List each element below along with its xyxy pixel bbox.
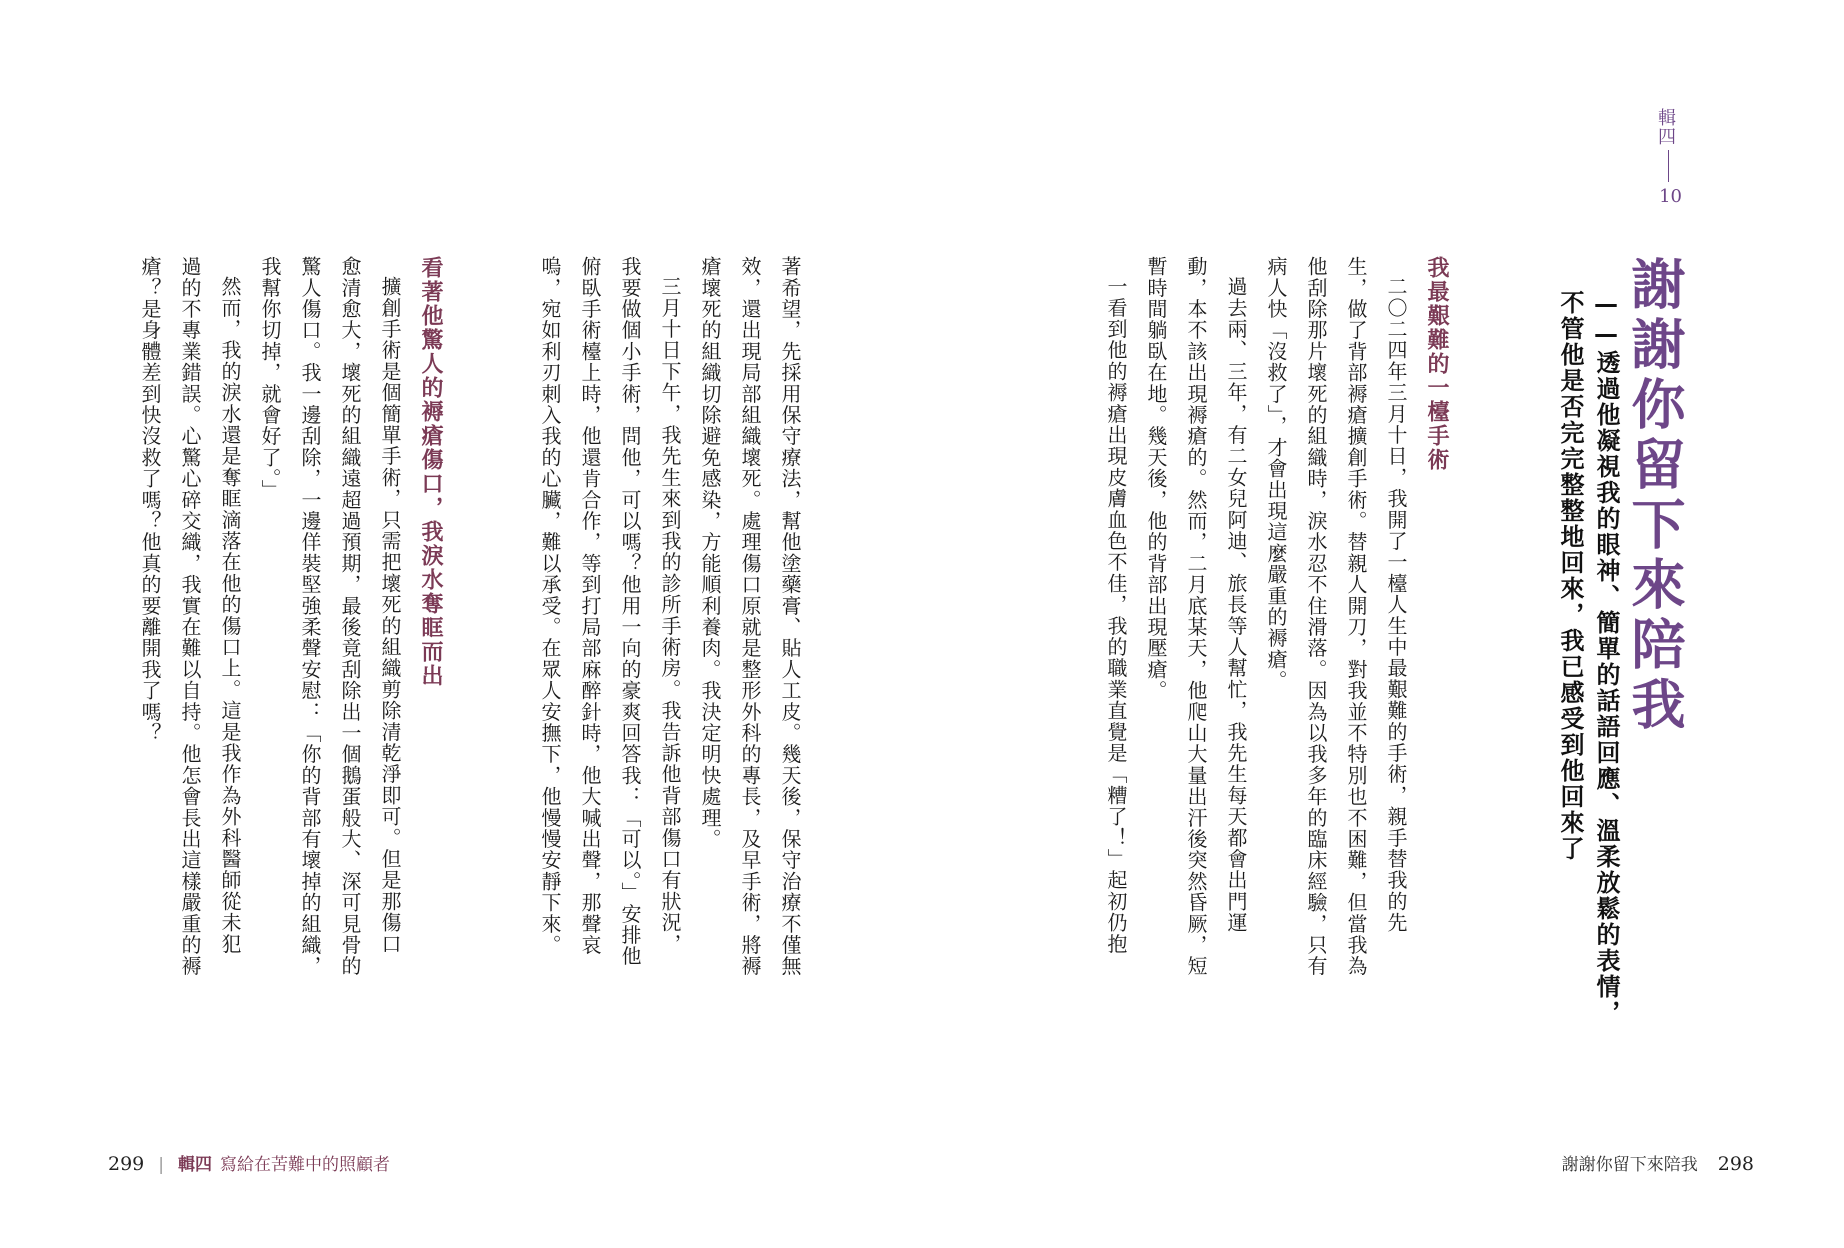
footer-title: 謝謝你留下來陪我 bbox=[1561, 1155, 1698, 1175]
body-column: 病人快「沒救了」，才會出現這麼嚴重的褥瘡。 bbox=[1264, 256, 1288, 692]
chapter-title: 謝謝你留下來陪我 bbox=[1623, 256, 1686, 736]
body-column: 然而，我的淚水還是奪眶滴落在他的傷口上。這是我作為外科醫師從未犯 bbox=[218, 276, 242, 955]
body-column: 三月十日下午，我先生來到我的診所手術房。我告訴他背部傷口有狀況， bbox=[658, 276, 682, 955]
body-column: 二〇二四年三月十日，我開了一檯人生中最艱難的手術，親手替我的先 bbox=[1384, 276, 1408, 934]
body-column: 我要做個小手術，問他，可以嗎？他用一向的豪爽回答我：「可以。」安排他 bbox=[618, 256, 642, 967]
subtitle-line-1: ——透過他凝視我的眼神、簡單的話語回應、溫柔放鬆的表情， bbox=[1592, 290, 1620, 1026]
section-heading-1: 我最艱難的一檯手術 bbox=[1424, 256, 1449, 472]
footer-chapter-title: 寫給在苦難中的照顧者 bbox=[220, 1155, 390, 1175]
chapter-number: 10 bbox=[1659, 186, 1682, 207]
chapter-divider bbox=[1668, 150, 1669, 182]
body-column: 我幫你切掉，就會好了。」 bbox=[258, 256, 282, 501]
body-column: 過的不專業錯誤。心驚心碎交織，我實在難以自持。他怎會長出這樣嚴重的褥 bbox=[178, 256, 202, 977]
footer-right bbox=[1562, 1150, 1754, 1175]
body-column: 愈清愈大，壞死的組織遠超過預期，最後竟刮除出一個鵝蛋般大、深可見骨的 bbox=[338, 256, 362, 977]
body-column: 著希望，先採用保守療法，幫他塗藥膏、貼人工皮。幾天後，保守治療不僅無 bbox=[778, 256, 802, 977]
body-column: 俯臥手術檯上時，他還肯合作，等到打局部麻醉針時，他大喊出聲，那聲哀 bbox=[578, 256, 602, 956]
body-column: 生，做了背部褥瘡擴創手術。替親人開刀，對我並不特別也不困難，但當我為 bbox=[1344, 256, 1368, 977]
footer-separator: | bbox=[158, 1155, 164, 1175]
page-number-left: 299 bbox=[108, 1153, 145, 1175]
body-column: 嗚，宛如利刃刺入我的心臟，難以承受。在眾人安撫下，他慢慢安靜下來。 bbox=[538, 256, 562, 956]
body-column: 暫時間躺臥在地。幾天後，他的背部出現壓瘡。 bbox=[1144, 256, 1168, 702]
body-column: 他刮除那片壞死的組織時，淚水忍不住滑落。因為以我多年的臨床經驗，只有 bbox=[1304, 256, 1328, 977]
body-column: 效，還出現局部組織壞死。處理傷口原就是整形外科的專長，及早手術，將褥 bbox=[738, 256, 762, 977]
page-number-right: 298 bbox=[1717, 1153, 1754, 1175]
chapter-label: 輯四 bbox=[1655, 108, 1676, 146]
body-column: 驚人傷口。我一邊刮除，一邊佯裝堅強柔聲安慰：「你的背部有壞掉的組織， bbox=[298, 256, 322, 977]
body-column: 動，本不該出現褥瘡的。然而，二月底某天，他爬山大量出汗後突然昏厥，短 bbox=[1184, 256, 1208, 977]
body-column: 一看到他的褥瘡出現皮膚血色不佳，我的職業直覺是「糟了！」起初仍抱 bbox=[1104, 276, 1128, 955]
body-column: 擴創手術是個簡單手術，只需把壞死的組織剪除清乾淨即可。但是那傷口 bbox=[378, 276, 402, 955]
footer-left bbox=[108, 1150, 390, 1175]
body-column: 瘡壞死的組織切除避免感染，方能順利養肉。我決定明快處理。 bbox=[698, 256, 722, 850]
body-column: 瘡？是身體差到快沒救了嗎？他真的要離開我了嗎？ bbox=[138, 256, 162, 744]
body-column: 過去兩、三年，有二女兒阿迪、旅長等人幫忙，我先生每天都會出門運 bbox=[1224, 276, 1248, 934]
section-heading-2: 看著他驚人的褥瘡傷口，我淚水奪眶而出 bbox=[418, 256, 443, 688]
footer-chapter: 輯四 bbox=[178, 1155, 212, 1175]
subtitle-line-2: 不管他是否完完整整地回來，我已感受到他回來了 bbox=[1556, 290, 1584, 862]
